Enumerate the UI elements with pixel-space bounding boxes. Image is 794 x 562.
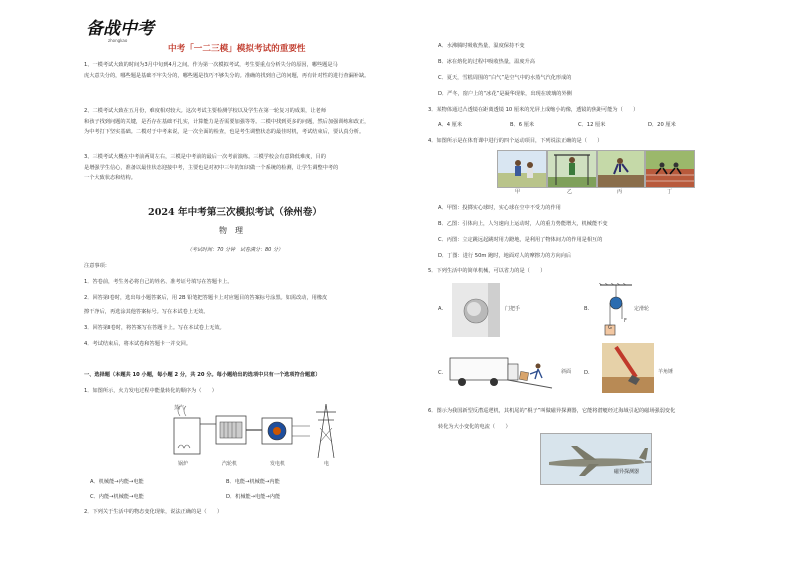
fixed-pulley-diagram [596,283,636,337]
svg-text:备战中考: 备战中考 [86,19,154,39]
label-inclined-plane: 斜面 [561,369,572,375]
question-6-stem-line-2: 转化为大小变化的电流（ ） [438,424,511,430]
q3-option-d: D．20 厘米 [648,122,676,128]
door-handle-image [452,283,500,337]
fig-label-boiler: 锅炉 [178,461,189,467]
photo-label-ding: 丁 [667,189,673,195]
photo-sprint [645,150,695,188]
intro-paragraph-3 [84,152,394,184]
photo-label-jia: 甲 [515,189,521,195]
notice-item: 1．答卷前，考生务必将自己的姓名、准考证号填写在答题卡上。 [84,279,233,285]
section-heading: 一、选择题（本题共 10 小题，每小题 2 分，共 20 分。每小题给出的选项中只有一个选项符合题意） [84,372,321,378]
intro-line: 和孩子找到问题的关键，是否存在基础不扎实，计算能力是否需要加强等等。二模中找到更多的问题，然后加强训练和改正， [84,118,370,125]
q5-option-b: B. [584,306,590,312]
intro-line: 一个大致状态和结构。 [84,175,136,181]
q4-option-b: B．乙图：引体向上，人匀速向上运动时，人的重力势能增大，机械能不变 [438,221,608,227]
q4-option-d: D．丁图：进行 50m 跑时，地面对人的摩擦力的方向向后 [438,253,572,259]
photo-long-jump [597,150,645,188]
inclined-plane-truck-image [448,350,558,390]
intro-line: 虎大意失分的，哪些题是基础不牢失分的，哪些题是技巧不够失分的。准确的找到自己的问题，再有针对性的进行查漏补缺。 [84,72,370,79]
q4-option-c: C．丙图：立定跳远起跳时用力蹬地，是利用了物体间力的作用是相互的 [438,237,603,243]
question-2-stem: 2．下列关于生活中的物态变化现象，说法正确的是（ ） [84,509,223,515]
patrol-aircraft-photo [540,433,652,485]
q2-option-d: D．严冬，窗户上的“冰花”是凝华现象，出现在玻璃的外侧 [438,91,572,97]
power-plant-diagram [168,398,348,468]
exam-subject: 物理 [219,226,251,235]
question-5-stem: 5．下列生活中的简单机械，可以省力的是（ ） [428,268,546,274]
photo-label-yi: 乙 [567,189,573,195]
q3-option-a: A．4 厘米 [438,122,463,128]
q3-option-b: B．6 厘米 [510,122,535,128]
intro-line: 2、二模考试大致在五月份，难度相对较大。这次考试主要检测学校以及学生在第一轮复习的成果，让老师 [84,108,326,114]
photo-shot-put [497,150,547,188]
label-door-handle: 门把手 [505,306,521,312]
pylon-shape [316,404,336,458]
question-6-stem-line-1: 6．图示为我国新型反潜巡逻机，其机尾的“棍子”叫做磁异探测器，它能将潜艇经过海域引起的磁场强弱变化 [428,408,676,414]
exam-title: 2024 年中考第三次模拟考试（徐州卷） [148,207,322,218]
intro-paragraph-1 [84,60,394,81]
brand-logo [84,14,158,44]
q1-option-a: A．机械能→内能→电能 [90,479,144,485]
fig-label-generator: 发电机 [270,461,286,467]
claw-hammer-image [602,343,654,393]
intro-line: 为中考打下坚实基础。二模对于中考来说，是一次全面的检查，也是考生调整状态的最佳时机，考试结束后，要认真分析。 [84,129,365,135]
q4-option-a: A．甲图：投掷实心球时，实心球在空中不受力的作用 [438,205,561,211]
label-claw-hammer: 羊角锤 [658,369,674,375]
fig-label-steam: 蒸汽 [174,405,185,411]
label-mad-detector: 磁异探测器 [614,469,640,475]
intro-paragraph-2 [84,106,394,138]
header-red-title: 中考「一二三模」模拟考试的重要性 [168,44,306,54]
q2-option-a: A．水沸腾时吸收热量，温度保持不变 [438,43,525,49]
q5-option-c: C. [438,370,444,376]
question-3-stem: 3．某物体通过凸透镜在距离透镜 10 厘米的光屏上成缩小的像，透镜的焦距可能为（ ） [428,107,639,113]
notice-heading: 注意事项： [84,263,110,269]
notice-item: 擦干净后，再选涂其他答案标号。写在本试卷上无效。 [84,309,209,315]
photo-label-bing: 丙 [617,189,623,195]
question-4-stem: 4．如图所示是在体育课中进行的四个运动项目，下列说法正确的是（ ） [428,138,603,144]
q1-option-b: B．电能→机械能→内能 [226,479,280,485]
notice-item: 4．考试结束后，将本试卷和答题卡一并交回。 [84,341,192,347]
notice-item: 2．回答第Ⅰ卷时，选出每小题答案后，用 2B 铅笔把答题卡上对应题目的答案标号涂黑。如需改动，用橡皮 [84,295,328,301]
svg-text:zhongkao: zhongkao [108,38,128,43]
boiler-shape [174,418,200,454]
pulley-weight-mark: G [608,325,612,331]
intro-line: 3、三模考试大概在中考前两周左右，三模是中考前的最后一次考前演练。三模学校会有意降低难度，目的 [84,154,326,160]
label-fixed-pulley: 定滑轮 [634,306,650,312]
intro-line: 是增强学生信心，准备以最佳状态迎接中考，主要也是对初中三年的知识做一个系统的检测，让学生调整中考的 [84,164,339,171]
q2-option-b: B．冰在熔化的过程中吸收热量，温度升高 [438,59,535,65]
pulley-force-mark: F [624,318,627,324]
q1-option-c: C．内能→机械能→电能 [90,494,144,500]
notice-item: 3．回答第Ⅱ卷时，将答案写在答题卡上。写在本试卷上无效。 [84,325,225,331]
intro-line: 1、一模考试大致的时间为3月中旬到4月之间。作为第一次模拟考试，考生要重点分析失分的原因，哪些题是马 [84,62,338,68]
q2-option-c: C．夏天，雪糕周围的“白气”是空气中的水蒸气汽化形成的 [438,75,572,81]
fig-label-electricity: 电 [324,461,330,467]
q3-option-c: C．12 厘米 [578,122,606,128]
fig-label-turbine: 汽轮机 [222,461,238,467]
question-1-stem: 1．如图所示，火力发电过程中能量转化的顺序为（ ） [84,388,217,394]
photo-pull-up [547,150,597,188]
exam-info: （考试时间：70 分钟 试卷满分：80 分） [187,247,283,253]
q1-option-d: D．机械能→电能→内能 [226,494,281,500]
q5-option-d: D. [584,370,590,376]
q5-option-a: A. [438,306,444,312]
